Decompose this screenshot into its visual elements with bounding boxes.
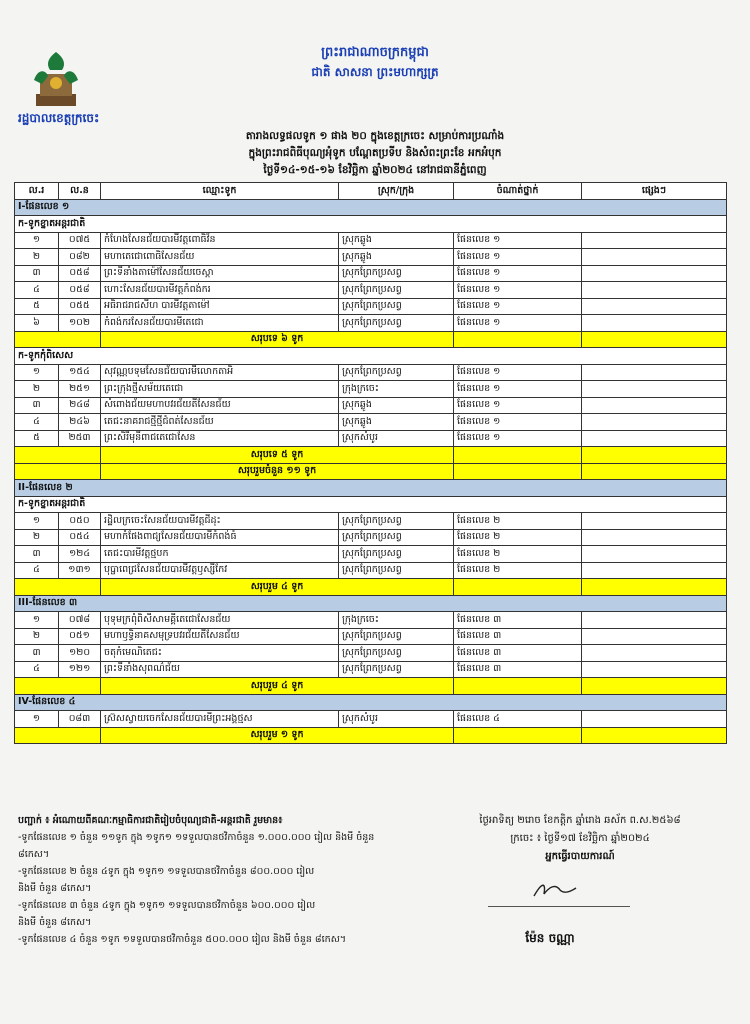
section-header-label: IV-ផែនលេខ ៤	[15, 694, 727, 711]
table-cell: ៣	[15, 265, 59, 282]
table-cell	[582, 711, 727, 728]
table-cell: ៣	[15, 397, 59, 414]
table-cell: ផែនលេខ ១	[454, 282, 582, 299]
table-row	[15, 661, 727, 678]
subtotal-label: សរុបរួម ៤ ទូក	[101, 678, 454, 695]
table-row	[15, 529, 727, 546]
group-header	[15, 496, 727, 513]
table-cell: ផែនលេខ ១	[454, 265, 582, 282]
table-cell	[582, 463, 727, 480]
national-motto: ជាតិ សាសនា ព្រះមហាក្សត្រ	[311, 65, 439, 79]
table-cell: ស្រុកសំបូរ	[339, 711, 454, 728]
table-cell	[15, 727, 101, 744]
section-header	[15, 199, 727, 216]
table-cell: ៤	[15, 414, 59, 431]
table-cell: ស្រុកព្រែកប្រសព្វ	[339, 298, 454, 315]
subtotal-row	[15, 447, 727, 464]
table-cell: ផែនលេខ ២	[454, 513, 582, 530]
table-cell	[582, 414, 727, 431]
section-header-label: I-ផែនលេខ ១	[15, 199, 727, 216]
table-cell: ក្រុងក្រចេះ	[339, 381, 454, 398]
table-cell: សុវណ្ណបទុមសែនជ័យបារមីលោកតាអិ	[101, 364, 339, 381]
table-cell: ២៥៣	[59, 430, 101, 447]
table-cell	[582, 397, 727, 414]
subtotal-label: សរុបរួម ១ ទូក	[101, 727, 454, 744]
table-cell: ផែនលេខ ២	[454, 562, 582, 579]
table-cell	[454, 727, 582, 744]
subtotal-row	[15, 579, 727, 596]
table-cell: ស្រុកព្រែកប្រសព្វ	[339, 282, 454, 299]
table-row	[15, 249, 727, 266]
table-cell: ផែនលេខ ១	[454, 414, 582, 431]
table-cell: ផែនលេខ ១	[454, 315, 582, 332]
table-cell: ១	[15, 232, 59, 249]
table-cell	[582, 645, 727, 662]
table-cell	[582, 315, 727, 332]
document-title-line3: ថ្ងៃទី១៤-១៥-១៦ ខែវិច្ឆិកា ឆ្នាំ២០២៤ នៅរាជធានីភ្នំពេញ	[263, 164, 487, 176]
table-cell: មហាតេជោពោធិសែនជ័យ	[101, 249, 339, 266]
table-cell	[582, 282, 727, 299]
table-cell	[582, 661, 727, 678]
table-cell: ស្រុកព្រែកប្រសព្វ	[339, 562, 454, 579]
table-cell: ០៥៨	[59, 265, 101, 282]
notes-heading: បញ្ជាក់ ៖ អំណោយពីគណៈកម្មាធិការជាតិរៀបចំបុណ្យជាតិ-អន្តរជាតិ រួមមាន៖	[18, 815, 283, 826]
table-row	[15, 298, 727, 315]
note-line: ៨កេស។	[18, 849, 50, 860]
table-cell: ព្រះសិរីមុនីពាជតេជោសែន	[101, 430, 339, 447]
table-cell: ស្រុកព្រែកប្រសព្វ	[339, 645, 454, 662]
table-cell: ១	[15, 612, 59, 629]
table-cell: ១	[15, 364, 59, 381]
group-header	[15, 348, 727, 365]
table-cell: ស្រុកឆ្លូង	[339, 249, 454, 266]
document-title-line2: ក្នុងព្រះរាជពិធីបុណ្យអុំទូក បណ្តែតប្រទីប និងសំពះព្រះខែ អកអំបុក	[248, 147, 502, 159]
kingdom-title: ព្រះរាជាណាចក្រកម្ពុជា	[321, 45, 429, 60]
table-row	[15, 546, 727, 563]
table-cell: ២	[15, 529, 59, 546]
group-header-label: ក-ទូកខ្នាតអន្តរជាតិ	[15, 496, 727, 513]
table-cell: ០៥៤	[59, 529, 101, 546]
table-cell: ២៤៨	[59, 397, 101, 414]
table-row	[15, 315, 727, 332]
table-cell: ផែនលេខ ២	[454, 546, 582, 563]
table-cell	[582, 249, 727, 266]
table-cell: ផែនលេខ ៣	[454, 628, 582, 645]
table-cell: ហោះសែនជ័យបារមីវត្តកំពង់ករ	[101, 282, 339, 299]
table-cell: ០៥០	[59, 513, 101, 530]
table-cell: ផែនលេខ ១	[454, 249, 582, 266]
table-cell: ផែនលេខ ១	[454, 381, 582, 398]
subtotal-label: សរុបទេ ៦ ទូក	[101, 331, 454, 348]
table-cell	[582, 727, 727, 744]
table-cell: ២	[15, 381, 59, 398]
reporter-role: អ្នកធ្វើរបាយការណ៍	[545, 851, 615, 862]
table-cell: ស្រុកឆ្លូង	[339, 414, 454, 431]
table-cell	[582, 546, 727, 563]
table-cell: ស្រុកព្រែកប្រសព្វ	[339, 513, 454, 530]
subtotal-row	[15, 678, 727, 695]
table-cell: ១៣១	[59, 562, 101, 579]
table-cell: ០៨២	[59, 249, 101, 266]
table-row	[15, 430, 727, 447]
table-cell: ផែនលេខ ១	[454, 364, 582, 381]
table-cell	[15, 579, 101, 596]
handwritten-signature-icon	[530, 878, 590, 902]
table-header-row	[15, 183, 727, 200]
table-cell	[582, 381, 727, 398]
table-cell: ០៨៣	[59, 711, 101, 728]
table-cell: ផែនលេខ ២	[454, 529, 582, 546]
table-row	[15, 282, 727, 299]
table-cell: ផែនលេខ ១	[454, 430, 582, 447]
table-cell	[582, 628, 727, 645]
table-cell	[582, 298, 727, 315]
table-cell: ស្រុកព្រែកប្រសព្វ	[339, 661, 454, 678]
table-cell	[454, 678, 582, 695]
column-header: ផ្សេងៗ	[582, 183, 727, 200]
table-cell: បុទុមក្រពុំពិសីសាមគ្គីតេជោសែនជ័យ	[101, 612, 339, 629]
table-cell: ១៥៤	[59, 364, 101, 381]
table-cell: បុប្ផាពេជ្រសែនជ័យបារមីវត្តឫស្សីកែវ	[101, 562, 339, 579]
table-cell: កំពង់ករសែនជ័យបារមីតេជោ	[101, 315, 339, 332]
report-date: ក្រចេះ ៖ ថ្ងៃទី១៧ ខែវិច្ឆិកា ឆ្នាំ២០២៤	[510, 833, 650, 844]
table-cell: ០៥៥	[59, 298, 101, 315]
table-cell: ១	[15, 711, 59, 728]
table-cell	[582, 331, 727, 348]
table-row	[15, 628, 727, 645]
table-cell: ៤	[15, 661, 59, 678]
table-cell	[454, 447, 582, 464]
table-cell: ១២០	[59, 645, 101, 662]
table-cell: ព្រះក្រុងថ្មីសម័យតេជោ	[101, 381, 339, 398]
table-cell: ស្រុកសំបូរ	[339, 430, 454, 447]
table-cell	[582, 612, 727, 629]
table-cell	[454, 579, 582, 596]
group-header-label: ក-ទូកកុំពិសេស	[15, 348, 727, 365]
table-cell: ០៥១	[59, 628, 101, 645]
table-cell	[582, 678, 727, 695]
table-cell: ផែនលេខ ៤	[454, 711, 582, 728]
section-header	[15, 480, 727, 497]
column-header: ល.ន	[59, 183, 101, 200]
table-cell	[582, 447, 727, 464]
column-header: ស្រុក/ក្រុង	[339, 183, 454, 200]
table-cell: ស្រុកព្រែកប្រសព្វ	[339, 529, 454, 546]
table-cell: ១២៤	[59, 546, 101, 563]
table-cell: ស្រុកឆ្លូង	[339, 397, 454, 414]
section-header-label: III-ផែនលេខ ៣	[15, 595, 727, 612]
table-cell	[15, 678, 101, 695]
table-row	[15, 645, 727, 662]
table-cell: ២៥១	[59, 381, 101, 398]
table-row	[15, 381, 727, 398]
table-cell: ៣	[15, 546, 59, 563]
table-cell: ១០២	[59, 315, 101, 332]
note-line: និងមី ចំនួន ៨កេស។	[18, 917, 92, 928]
table-cell: ១	[15, 513, 59, 530]
table-cell: ស្រុកព្រែកប្រសព្វ	[339, 315, 454, 332]
table-cell: ៤	[15, 562, 59, 579]
table-cell: អធិរាជរាជសីហ បារមីវត្តតាម៉ៅ	[101, 298, 339, 315]
table-cell: ៤	[15, 282, 59, 299]
table-cell	[582, 529, 727, 546]
table-cell	[582, 513, 727, 530]
table-row	[15, 397, 727, 414]
table-row	[15, 364, 727, 381]
table-cell: ២៤៦	[59, 414, 101, 431]
signature-line	[488, 906, 630, 907]
table-cell: ផែនលេខ ១	[454, 397, 582, 414]
table-cell: ៦	[15, 315, 59, 332]
table-row	[15, 612, 727, 629]
table-body	[15, 199, 727, 744]
note-line: -ទូកផែនលេខ ៣ ចំនួន ៤ទូក ក្នុង ១ទូក១ ១ទទួលបានថវិកាចំនួន ៦០០.០០០ រៀល	[18, 900, 316, 911]
table-cell	[454, 331, 582, 348]
group-header	[15, 216, 727, 233]
table-cell: ១២១	[59, 661, 101, 678]
section-header	[15, 694, 727, 711]
table-cell	[15, 447, 101, 464]
table-cell: មហាឫទ្ធិនាគសមុទ្របវរជ័យតីសែនជ័យ	[101, 628, 339, 645]
table-row	[15, 513, 727, 530]
table-cell: ស្រ៊សស្វាយចេកសែនជ័យបារមីព្រះអង្គថ្មស	[101, 711, 339, 728]
table-cell: ចតុកំមេណិតេជះ	[101, 645, 339, 662]
column-header: ល.រ	[15, 183, 59, 200]
table-cell: ក្រុងក្រចេះ	[339, 612, 454, 629]
section-header-label: II-ផែនលេខ ២	[15, 480, 727, 497]
table-row	[15, 711, 727, 728]
table-cell	[15, 463, 101, 480]
table-cell: ផែនលេខ ១	[454, 298, 582, 315]
table-cell	[582, 232, 727, 249]
table-cell: ២	[15, 249, 59, 266]
group-header-label: ក-ទូកខ្នាតអន្តរជាតិ	[15, 216, 727, 233]
table-cell: ផែនលេខ ៣	[454, 645, 582, 662]
note-line: -ទូកផែនលេខ ២ ចំនួន ៤ទូក ក្នុង ១ទូក១ ១ទទួលបានថវិកាចំនួន ៨០០.០០០ រៀល	[18, 866, 315, 877]
column-header: ចំណាត់ថ្នាក់	[454, 183, 582, 200]
subtotal-row	[15, 331, 727, 348]
table-cell: ២	[15, 628, 59, 645]
table-cell: ស្រុកព្រែកប្រសព្វ	[339, 628, 454, 645]
table-cell: តេជះបារមីវត្តថ្មបក	[101, 546, 339, 563]
column-header: ឈ្មោះទូក	[101, 183, 339, 200]
table-row	[15, 265, 727, 282]
note-line: -ទូកផែនលេខ ៤ ចំនួន ១ទូក ១ទទួលបានថវិកាចំនួន ៥០០.០០០ រៀល និងមី ចំនួន ៨កេស។	[18, 934, 346, 945]
table-cell: សំពោងជ័យមហាបវរជ័យតីសែនជ័យ	[101, 397, 339, 414]
table-cell: ០៧៥	[59, 232, 101, 249]
table-row	[15, 232, 727, 249]
table-cell: រដ្ឋិលក្រចេះសែនជ័យបារមីវត្តជីដុះ	[101, 513, 339, 530]
table-cell: ០៥៨	[59, 282, 101, 299]
table-cell	[582, 364, 727, 381]
signer-name: ម៉ែន ចណ្ណា	[525, 931, 575, 945]
table-cell	[15, 331, 101, 348]
notes-block	[18, 812, 418, 948]
table-cell: កំហែងសែនជ័យបារមីវត្តពោធិវ័ន	[101, 232, 339, 249]
lunar-date: ថ្ងៃអាទិត្យ ២រោច ខែកត្តិក ឆ្នាំរោង ឆស័ក ព.ស.២៥៦៨	[479, 815, 681, 826]
table-row	[15, 562, 727, 579]
subtotal-label: សរុបទេ ៥ ទូក	[101, 447, 454, 464]
note-line: -ទូកផែនលេខ ១ ចំនួន ១១ទូក ក្នុង ១ទូក១ ១ទទួលបានថវិកាចំនួន ១.០០០.០០០ រៀល និងមី ចំនួន	[18, 832, 375, 843]
table-cell: ផែនលេខ ១	[454, 232, 582, 249]
document-title-line1: តារាងលទ្ធផលទូក ១ ផាង ២០ ក្នុងខេត្តក្រចេះ សម្រាប់ការប្រណាំង	[245, 130, 505, 142]
table-cell: ព្រះទីនាំងតាម៉ៅសែនជ័យចេស្តា	[101, 265, 339, 282]
section-header	[15, 595, 727, 612]
results-table	[14, 182, 727, 744]
table-cell: ព្រះទីនាំងសុពណ៌ជ័យ	[101, 661, 339, 678]
table-row	[15, 414, 727, 431]
table-cell	[582, 265, 727, 282]
signature-block	[430, 812, 730, 866]
subtotal-label: សរុបរួម ៤ ទូក	[101, 579, 454, 596]
province-name: រដ្ឋបាលខេត្តក្រចេះ	[18, 111, 100, 125]
table-cell: ផែនលេខ ៣	[454, 661, 582, 678]
note-line: និងមី ចំនួន ៨កេស។	[18, 883, 92, 894]
table-cell: តេជះនាគរាជថ្មីថ្មីជំពត់សែនជ័យ	[101, 414, 339, 431]
table-cell: ស្រុកឆ្លូង	[339, 232, 454, 249]
subtotal-row	[15, 463, 727, 480]
table-cell: ០៧៨	[59, 612, 101, 629]
table-cell	[582, 430, 727, 447]
table-cell: ស្រុកព្រែកប្រសព្វ	[339, 364, 454, 381]
table-cell: ៣	[15, 645, 59, 662]
table-cell	[582, 579, 727, 596]
table-cell: ស្រុកព្រែកប្រសព្វ	[339, 546, 454, 563]
table-cell: ៥	[15, 430, 59, 447]
table-cell: ៥	[15, 298, 59, 315]
table-cell: ផែនលេខ ៣	[454, 612, 582, 629]
table-cell	[582, 562, 727, 579]
subtotal-row	[15, 727, 727, 744]
table-cell: មហាកំផែងពាជ្យសែនជ័យបារមីកំពង់ធំ	[101, 529, 339, 546]
table-cell: ស្រុកព្រែកប្រសព្វ	[339, 265, 454, 282]
subtotal-label: សរុបរួមចំនួន ១១ ទូក	[101, 463, 454, 480]
table-cell	[454, 463, 582, 480]
